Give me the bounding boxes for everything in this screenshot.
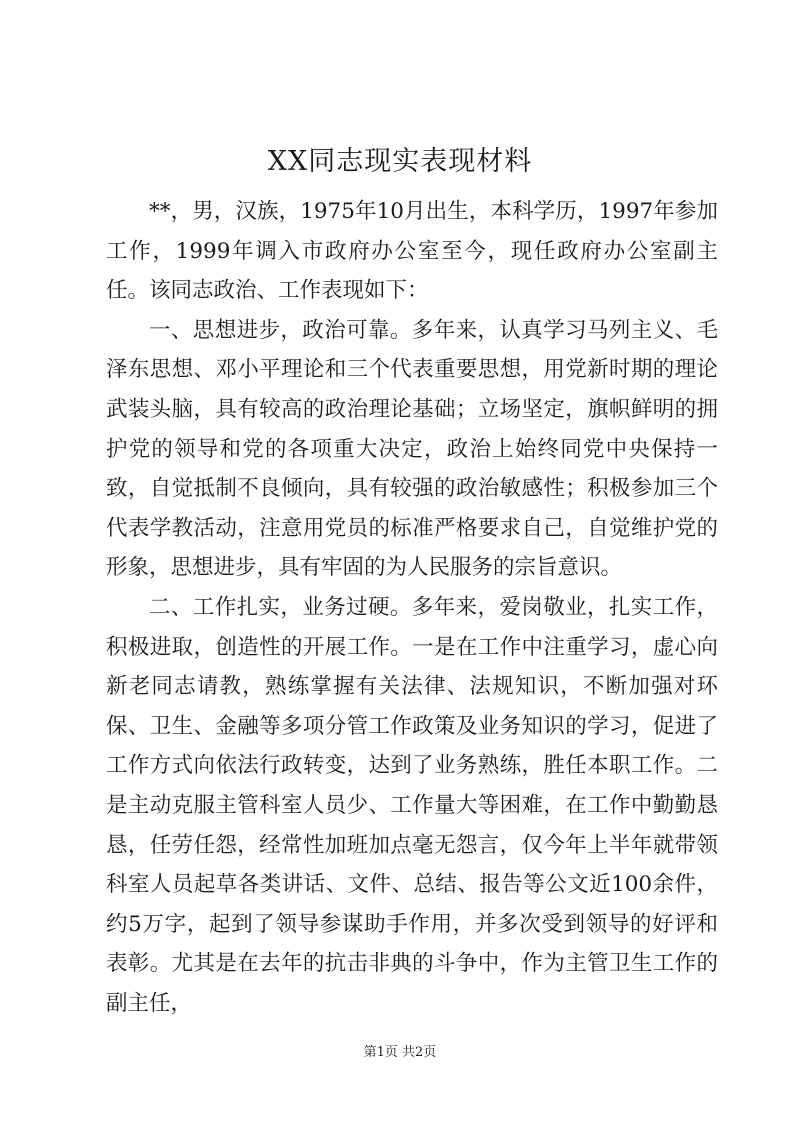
- document-title: XX同志现实表现材料: [267, 146, 533, 177]
- paragraph-work: 二、工作扎实，业务过硬。多年来，爱岗敬业，扎实工作，积极进取，创造性的开展工作。一是在工作中注重学习，虚心向新老同志请教，熟练掌握有关法律、法规知识，不断加强对环保、卫生、金融等多项分管工作政策及业务知识的学习，促进了工作方式向依法行政转变，达到了业务熟练，胜任本职工作。二是主动克服主管科室人员少、工作量大等困难，在工作中勤勤恳恳，任劳任怨，经常性加班加点毫无怨言，仅今年上半年就带领科室人员起草各类讲话、文件、总结、报告等公文近100余件，约5万字，起到了领导参谋助手作用，并多次受到领导的好评和表彰。尤其是在去年的抗击非典的斗争中，作为主管卫生工作的副主任，: [106, 594, 718, 1016]
- paragraph-political: 一、思想进步，政治可靠。多年来，认真学习马列主义、毛泽东思想、邓小平理论和三个代表重要思想，用党新时期的理论武装头脑，具有较高的政治理论基础；立场坚定，旗帜鲜明的拥护党的领导和党的各项重大决定，政治上始终同党中央保持一致，自觉抵制不良倾向，具有较强的政治敏感性；积极参加三个代表学教活动，注意用党员的标准严格要求自己，自觉维护党的形象，思想进步，具有牢固的为人民服务的宗旨意识。: [106, 317, 718, 581]
- page-number-footer: 第1页 共2页: [363, 1045, 437, 1060]
- document-body: [106, 192, 718, 1023]
- paragraph-intro: **，男，汉族，1975年10月出生，本科学历，1997年参加工作，1999年调入市政府办公室至今，现任政府办公室副主任。该同志政治、工作表现如下：: [106, 199, 718, 304]
